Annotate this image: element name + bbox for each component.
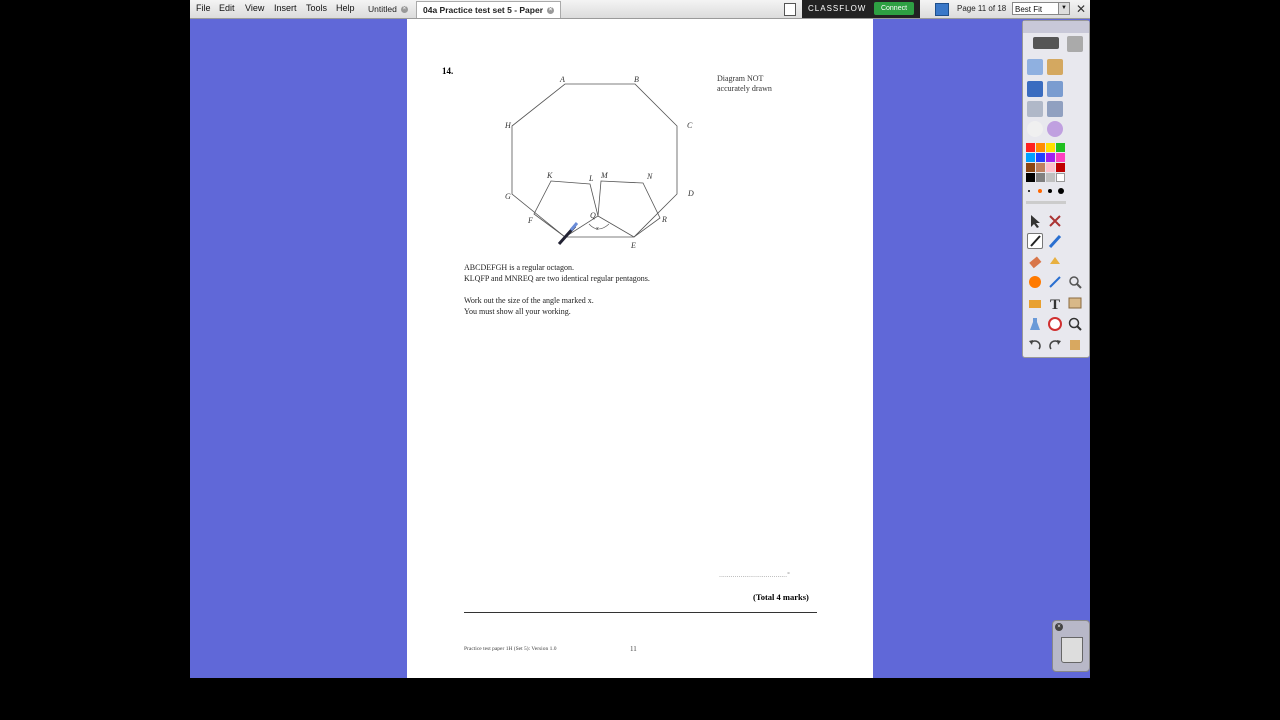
image-icon[interactable]	[1067, 295, 1083, 311]
diagram-note	[717, 74, 772, 94]
color-swatch[interactable]	[1026, 143, 1035, 152]
magic-ink-icon[interactable]	[1027, 295, 1043, 311]
trash-icon	[1061, 637, 1083, 663]
tab-label: 04a Practice test set 5 - Paper	[423, 5, 544, 15]
color-swatch[interactable]	[1026, 163, 1035, 172]
divider	[464, 612, 817, 613]
menu-view[interactable]: View	[245, 3, 265, 13]
tab-untitled[interactable]	[362, 1, 414, 17]
pentagon-left	[534, 181, 598, 237]
page-indicator: Page 11 of 18	[957, 4, 1007, 13]
connector-icon[interactable]	[1047, 274, 1063, 290]
magnifier-small-icon[interactable]	[1067, 274, 1083, 290]
trash-can[interactable]	[1052, 620, 1090, 672]
dock-icon[interactable]	[1027, 121, 1043, 137]
answer-line: ...................................°	[719, 572, 790, 579]
label-c: C	[687, 121, 693, 130]
toolbox-header[interactable]	[1023, 21, 1089, 33]
undo-icon[interactable]	[1027, 337, 1043, 353]
label-n: N	[647, 172, 653, 181]
fullscreen-icon[interactable]: ✕	[1075, 2, 1087, 16]
pen-width-selector[interactable]	[1026, 187, 1066, 195]
page-browser-tool-icon[interactable]	[1027, 59, 1043, 75]
width-slider[interactable]	[1026, 201, 1066, 204]
eraser-icon[interactable]	[1027, 254, 1043, 270]
color-swatch[interactable]	[1036, 163, 1045, 172]
color-swatch[interactable]	[1046, 163, 1055, 172]
page-browser-icon[interactable]	[935, 3, 949, 16]
close-icon[interactable]: ×	[1055, 623, 1063, 631]
chevron-down-icon[interactable]: ▼	[1058, 3, 1069, 14]
label-h: H	[505, 121, 511, 130]
property-browser-icon[interactable]	[1027, 81, 1043, 97]
color-swatch[interactable]	[1046, 153, 1055, 162]
main-toolbox	[1022, 20, 1090, 358]
label-m: M	[601, 171, 608, 180]
question-line-1: ABCDEFGH is a regular octagon.	[464, 263, 574, 272]
label-a: A	[560, 75, 565, 84]
classflow-brand: CLASSFLOW	[808, 4, 867, 13]
clock-icon[interactable]	[1047, 316, 1063, 332]
angle-x-arc	[589, 224, 609, 229]
label-g: G	[505, 192, 511, 201]
action-browser-icon[interactable]	[1047, 101, 1063, 117]
question-line-2: KLQFP and MNREQ are two identical regular pentagons.	[464, 274, 650, 283]
menu-file[interactable]: File	[196, 3, 211, 13]
connect-button[interactable]: Connect	[874, 2, 914, 15]
color-swatch[interactable]	[1056, 143, 1065, 152]
text-icon[interactable]	[1047, 295, 1063, 311]
color-swatch[interactable]	[1046, 173, 1055, 182]
octagon-pentagons-diagram	[497, 74, 737, 274]
label-x: x	[596, 226, 599, 232]
zoom-select[interactable]	[1012, 2, 1070, 15]
diagram-note-line1: Diagram NOT	[717, 74, 764, 83]
reset-icon[interactable]	[1067, 337, 1083, 353]
color-swatch[interactable]	[1056, 163, 1065, 172]
color-swatch[interactable]	[1026, 173, 1035, 182]
color-swatch[interactable]	[1036, 153, 1045, 162]
resource-browser-icon[interactable]	[1047, 59, 1063, 75]
label-k: K	[547, 171, 553, 180]
desktop-annotate-icon[interactable]	[1047, 121, 1063, 137]
pentagon-right	[598, 181, 660, 237]
color-swatch[interactable]	[1036, 143, 1045, 152]
label-l: L	[589, 174, 594, 183]
color-swatch[interactable]	[1056, 153, 1065, 162]
object-browser-icon[interactable]	[1047, 81, 1063, 97]
highlighter-icon[interactable]	[1047, 233, 1063, 249]
redo-icon[interactable]	[1047, 337, 1063, 353]
app-window	[190, 0, 1090, 678]
settings-icon[interactable]	[1067, 36, 1083, 52]
page-footer: Practice test paper 1H (Set 5): Version 1.0	[464, 646, 557, 652]
label-d: D	[688, 189, 694, 198]
flask-icon[interactable]	[1027, 316, 1043, 332]
menu-bar	[190, 0, 1090, 19]
label-b: B	[634, 75, 639, 84]
zoom-value: Best Fit	[1015, 5, 1043, 14]
flipchart-actions-icon[interactable]	[1033, 37, 1059, 49]
menu-help[interactable]: Help	[336, 3, 355, 13]
shape-icon[interactable]	[1027, 274, 1043, 290]
menu-insert[interactable]: Insert	[274, 3, 297, 13]
question-line-3: Work out the size of the angle marked x.	[464, 296, 594, 305]
label-e: E	[631, 241, 636, 250]
notes-browser-icon[interactable]	[1027, 101, 1043, 117]
svg-text:T: T	[1050, 297, 1061, 311]
document-page	[407, 19, 873, 678]
diagram-note-line2: accurately drawn	[717, 84, 772, 93]
page-number: 11	[630, 645, 637, 653]
color-swatch[interactable]	[1036, 173, 1045, 182]
pen-icon[interactable]	[1027, 233, 1043, 249]
menu-tools[interactable]: Tools	[306, 3, 328, 13]
tab-label: Untitled	[368, 4, 397, 14]
classflow-panel	[802, 0, 920, 18]
label-q: Q	[590, 211, 596, 220]
close-tab-icon[interactable]: ×	[402, 6, 407, 13]
label-f: F	[528, 216, 533, 225]
color-swatch[interactable]	[1046, 143, 1055, 152]
question-line-4: You must show all your working.	[464, 307, 571, 316]
color-swatch[interactable]	[1056, 173, 1065, 182]
tab-practice-paper[interactable]	[416, 1, 561, 18]
question-number: 14.	[442, 66, 454, 76]
crop-icon[interactable]	[1047, 213, 1063, 229]
fill-icon[interactable]	[1047, 254, 1063, 270]
select-arrow-icon[interactable]	[1027, 213, 1043, 229]
color-swatch[interactable]	[1026, 153, 1035, 162]
zoom-icon[interactable]	[1067, 316, 1083, 332]
close-tab-icon[interactable]: ×	[548, 7, 553, 14]
total-marks: (Total 4 marks)	[753, 592, 809, 602]
label-r: R	[662, 215, 667, 224]
menu-edit[interactable]: Edit	[219, 3, 235, 13]
flipchart-icon[interactable]	[784, 3, 796, 16]
pen-cursor-icon	[559, 223, 577, 244]
